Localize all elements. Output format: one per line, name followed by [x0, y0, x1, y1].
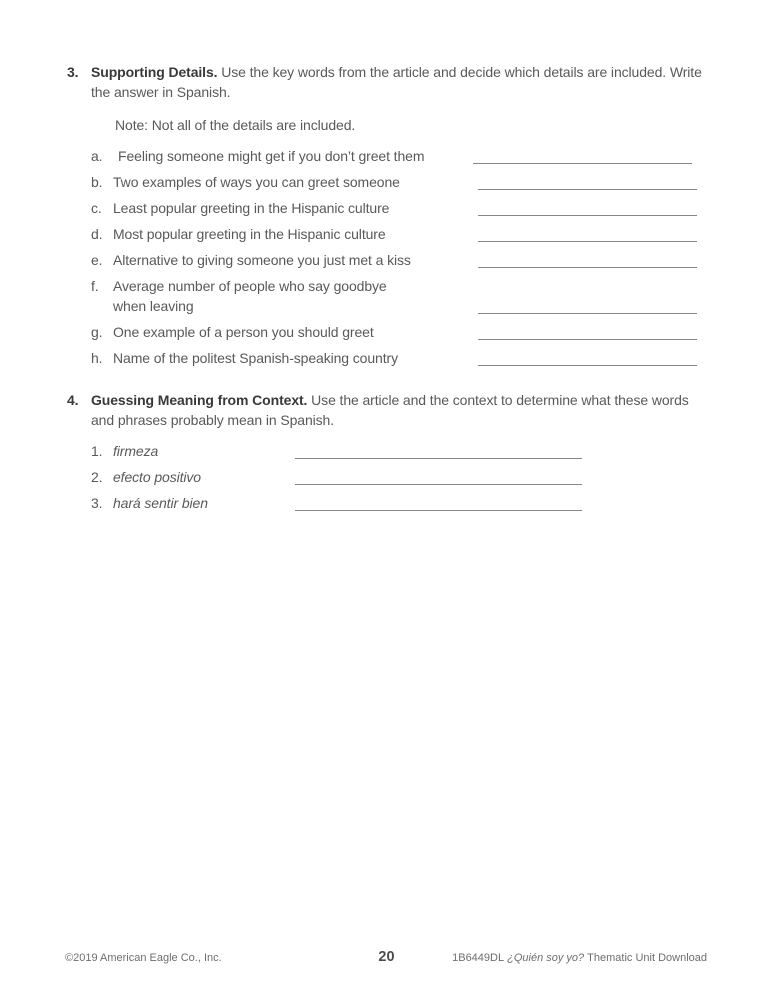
footer-unit-title: ¿Quién soy yo?	[507, 952, 585, 964]
item-text: Name of the politest Spanish-speaking country	[113, 350, 398, 366]
item-text: Two examples of ways you can greet someone	[113, 174, 400, 190]
section-3-heading-text	[91, 62, 721, 374]
section-4-instructions: Use the article and the context to determine what these words and phrases probably mean in Spanish.	[91, 392, 689, 428]
detail-items-list	[91, 146, 721, 368]
item-text-line2: when leaving	[113, 298, 194, 314]
section-3-title: Supporting Details.	[91, 64, 218, 80]
answer-line	[473, 158, 692, 164]
detail-item-b	[91, 172, 721, 192]
answer-line	[295, 505, 582, 511]
detail-item-h	[91, 348, 721, 368]
item-letter: c.	[91, 200, 102, 216]
item-text: Alternative to giving someone you just met a kiss	[113, 252, 411, 268]
answer-line	[478, 334, 697, 340]
answer-line	[478, 360, 697, 366]
item-letter: f.	[91, 278, 99, 294]
answer-line	[295, 479, 582, 485]
detail-item-a	[91, 146, 721, 166]
item-text: One example of a person you should greet	[113, 324, 374, 340]
footer-publication-info	[452, 951, 707, 965]
detail-item-g	[91, 322, 721, 342]
section-3-heading	[67, 62, 712, 374]
section-4-number: 4.	[67, 392, 79, 408]
answer-line	[478, 262, 697, 268]
detail-item-e	[91, 250, 721, 270]
section-4-heading	[67, 390, 712, 519]
vocab-term: efecto positivo	[113, 469, 201, 485]
item-number: 2.	[91, 469, 103, 485]
vocab-items-list	[91, 441, 712, 513]
section-3-instructions: Use the key words from the article and decide which details are included. Write the answer in Spanish.	[91, 64, 702, 100]
section-supporting-details	[67, 62, 712, 374]
vocab-item-3	[91, 493, 606, 513]
answer-line	[478, 184, 697, 190]
item-letter: a.	[91, 148, 103, 164]
detail-item-c	[91, 198, 721, 218]
item-text-line1: Average number of people who say goodbye	[113, 278, 387, 294]
footer-copyright: ©2019 American Eagle Co., Inc.	[65, 952, 222, 964]
footer-suffix: Thematic Unit Download	[587, 952, 707, 964]
footer-product-code: 1B6449DL	[452, 952, 505, 964]
section-4-title: Guessing Meaning from Context.	[91, 392, 308, 408]
item-letter: b.	[91, 174, 103, 190]
page-number: 20	[378, 949, 395, 965]
item-text	[113, 276, 478, 316]
item-letter: d.	[91, 226, 103, 242]
item-number: 1.	[91, 443, 103, 459]
section-3-note: Note: Not all of the details are included.	[115, 117, 356, 133]
vocab-item-1	[91, 441, 606, 461]
item-letter: e.	[91, 252, 103, 268]
item-letter: h.	[91, 350, 103, 366]
vocab-term: firmeza	[113, 443, 159, 459]
detail-item-f	[91, 276, 721, 316]
answer-line	[478, 236, 697, 242]
vocab-item-2	[91, 467, 606, 487]
item-text: Least popular greeting in the Hispanic culture	[113, 200, 390, 216]
item-text: Feeling someone might get if you don’t greet them	[118, 148, 425, 164]
section-4-heading-text	[91, 390, 712, 519]
item-text: Most popular greeting in the Hispanic culture	[113, 226, 386, 242]
detail-item-d	[91, 224, 721, 244]
section-3-number: 3.	[67, 64, 79, 80]
item-letter: g.	[91, 324, 103, 340]
answer-line	[478, 210, 697, 216]
answer-line	[478, 308, 697, 314]
section-guessing-meaning	[67, 390, 712, 519]
answer-line	[295, 453, 582, 459]
item-number: 3.	[91, 495, 103, 511]
vocab-term: hará sentir bien	[113, 495, 208, 511]
